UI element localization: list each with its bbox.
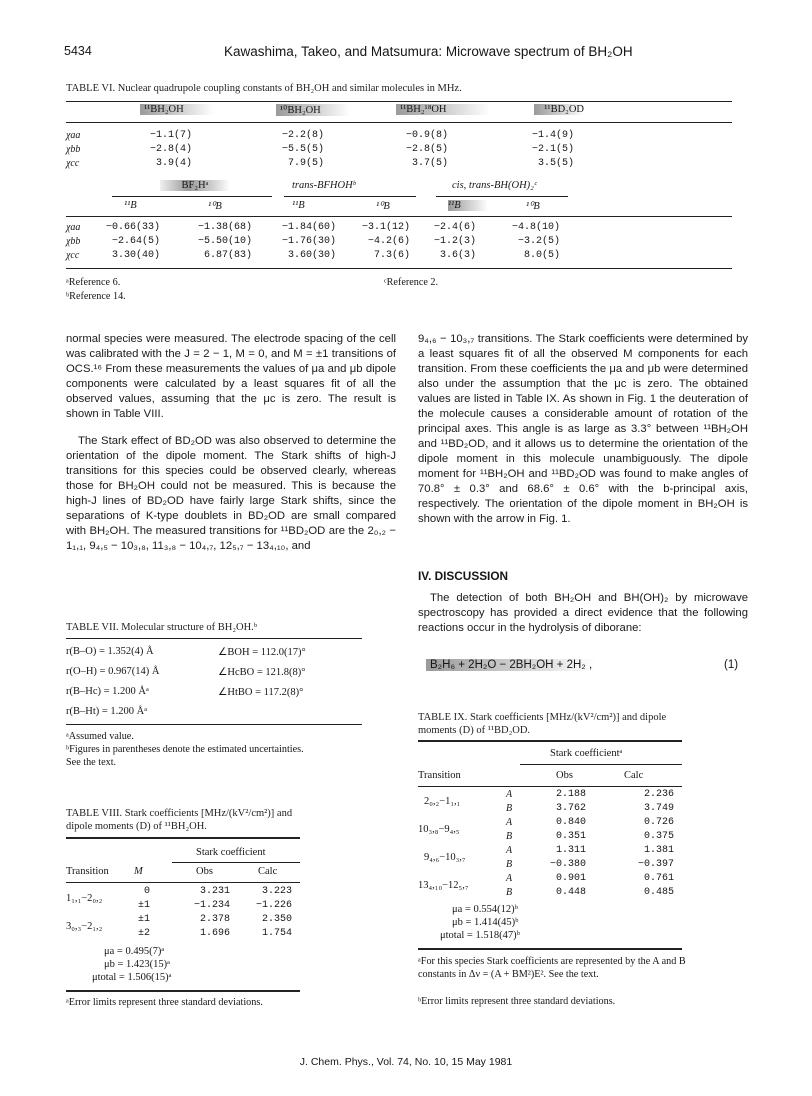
- table7-right-2: ∠HcBO = 121.8(8)°: [218, 667, 306, 678]
- table8-caption: TABLE VIII. Stark coefficients [MHz/(kV²/cm²)] and dipole moments (D) of ¹¹BH₂OH.: [66, 808, 293, 832]
- table9-header-rule: [418, 786, 682, 787]
- table9-footnote-b: ᵇError limits represent three standard deviations.: [418, 996, 616, 1007]
- table9-calc: 3.749: [643, 803, 674, 814]
- table9-ab: B: [506, 831, 513, 842]
- table7-left-3: r(B–Hc) = 1.200 Åᵃ: [66, 686, 149, 697]
- table8-m: ±1: [137, 900, 150, 911]
- table6-mid-rule: [66, 122, 732, 123]
- section-heading-discussion: IV. DISCUSSION: [418, 569, 509, 583]
- right-paragraph-1: 9₄,₆ − 10₃,₇ transitions. The Stark coefficients were determined by a least squares fit of all the observed M components for each transition. From these coefficients the μa and μb were determined also under the assumption that the μc is zero. The obtained values are listed in Table IX. As shown in Fig. 1 the deuteration of the molecule causes a considerable amount of rotation of the principal axes. This angle is as large as 3.3° between ¹¹BH₂OH and ¹¹BD₂OD, and it allows us to determine the orientation of the dipole moment in this molecule unambiguously. The dipole moment for ¹¹BH₂OH and ¹¹BD₂OD was found to make angles of 70.8° ± 0.3° and 68.6° ± 0.6° with the b-principal axis, respectively. The orientation of the dipole moment in BH₂OH is shown with the arrow in Fig. 1.: [418, 333, 748, 525]
- table6-cell: 6.87(83): [203, 250, 252, 261]
- table6-cell: 3.30(40): [111, 250, 160, 261]
- table9-calc: 1.381: [643, 845, 674, 856]
- table7-caption: TABLE VII. Molecular structure of BH₂OH.ᵇ: [66, 622, 258, 633]
- table9-calc: 0.761: [643, 873, 674, 884]
- table7-right-1: ∠BOH = 112.0(17)°: [218, 647, 306, 658]
- table9-obs: 0.448: [555, 887, 586, 898]
- table6-group-1: BF₂Hᵃ: [160, 180, 230, 191]
- table6-cell: −4.2(6): [367, 236, 410, 247]
- table7-left-2: r(O–H) = 0.967(14) Å: [66, 666, 160, 677]
- table7-left-1: r(B–O) = 1.352(4) Å: [66, 646, 154, 657]
- table9-ab: B: [506, 859, 513, 870]
- table6-label-bb: χbb: [66, 144, 81, 155]
- table8-mu-b: μb = 1.423(15)ᵃ: [104, 959, 171, 970]
- table6-cell: −1.38(68): [197, 222, 252, 233]
- table9-transition-1: 2₀,₂−1₁,₁: [424, 796, 461, 807]
- table6-cell: 3.6(3): [439, 250, 476, 261]
- table6-cell: −1.76(30): [281, 236, 336, 247]
- table8-m: ±2: [137, 928, 150, 939]
- table8-footnote: ᵃError limits represent three standard deviations.: [66, 997, 263, 1008]
- table6-cell: −4.8(10): [511, 222, 560, 233]
- table8-mu-total: μtotal = 1.506(15)ᵃ: [92, 972, 172, 983]
- table6-sub-3: ¹¹B: [292, 200, 305, 211]
- table7-bottom-rule: [66, 724, 362, 725]
- right-paragraph-2: The detection of both BH₂OH and BH(OH)₂ by microwave spectroscopy has provided a direct evidence that the following reactions occur in the hydrolysis of diborane:: [418, 592, 748, 634]
- table6-label-cc-2: χcc: [66, 250, 80, 261]
- table9-transition-2: 10₃,₈−9₄,₅: [418, 824, 460, 835]
- table6-label-aa: χaa: [66, 130, 81, 141]
- table9-transition-3: 9₄,₆−10₃,₇: [424, 852, 466, 863]
- table6-footnote-a: ᵃReference 6.: [66, 277, 121, 288]
- table8-bottom-rule: [66, 990, 300, 992]
- table8-obs: 3.231: [199, 886, 230, 897]
- table8-transition-2: 3₀,₃−2₁,₂: [66, 921, 103, 932]
- table9-ab: A: [506, 789, 513, 800]
- table6-group-rule-2: [284, 196, 416, 197]
- table6-cell: −3.2(5): [517, 236, 560, 247]
- table6-cell: −2.8(4): [149, 144, 192, 155]
- table9-ab: B: [506, 887, 513, 898]
- table6-cell: −2.64(5): [111, 236, 160, 247]
- running-title: Kawashima, Takeo, and Matsumura: Microwave spectrum of BH₂OH: [224, 44, 633, 59]
- table6-cell: −2.2(8): [281, 130, 324, 141]
- table8-calc: 2.350: [261, 914, 292, 925]
- table9-col-obs: Obs: [556, 770, 573, 781]
- table8-calc: 3.223: [261, 886, 292, 897]
- table6-cell: −0.66(33): [105, 222, 160, 233]
- table9-mu-b: μb = 1.414(45)ᵇ: [452, 917, 519, 928]
- table9-calc: 0.375: [643, 831, 674, 842]
- table6-cell: −0.9(8): [405, 130, 448, 141]
- table6-sub-2: ¹⁰B: [208, 201, 222, 212]
- table9-bottom-rule: [418, 948, 682, 950]
- table6-cell: −5.50(10): [197, 236, 252, 247]
- table7-right-3: ∠HtBO = 117.2(8)°: [218, 687, 304, 698]
- table9-obs: 0.901: [555, 873, 586, 884]
- table8-col-obs: Obs: [196, 866, 213, 877]
- table6-cell: −1.2(3): [433, 236, 476, 247]
- table9-group-rule: [520, 764, 682, 765]
- table6-header-2: ¹⁰BH₂OH: [276, 104, 350, 116]
- table9-obs: 3.762: [555, 803, 586, 814]
- table6-sub-6: ¹⁰B: [526, 201, 540, 212]
- table6-group-rule-3: [436, 196, 568, 197]
- equation-number: (1): [724, 659, 739, 671]
- journal-footer: J. Chem. Phys., Vol. 74, No. 10, 15 May 1981: [299, 1056, 513, 1068]
- table6-cell: 8.0(5): [523, 250, 560, 261]
- table9-obs: 1.311: [555, 845, 586, 856]
- table6-cell: 3.60(30): [287, 250, 336, 261]
- page-number: 5434: [64, 44, 92, 58]
- table6-cell: 3.7(5): [411, 158, 448, 169]
- table9-footnote-a: ᵃFor this species Stark coefficients are represented by the A and B constants in Δν = (A + BM²)E². See the text.: [418, 956, 686, 980]
- table8-calc: −1.226: [255, 900, 292, 911]
- table6-label-cc: χcc: [66, 158, 80, 169]
- table6-top-rule: [66, 101, 732, 102]
- table6-label-aa-2: χaa: [66, 222, 81, 233]
- table8-mu-a: μa = 0.495(7)ᵃ: [104, 946, 165, 957]
- table6-group-3: cis, trans-BH(OH)₂ᶜ: [452, 180, 537, 191]
- table6-header-1: ¹¹BH₂OH: [140, 104, 214, 115]
- table6-cell: 3.9(4): [155, 158, 192, 169]
- left-paragraph-1: normal species were measured. The electrode spacing of the cell was calibrated with the J = 2 − 1, M = 0, and M = ±1 transitions of OCS.¹⁶ From these measurements the values of μa and μb dipole components were calculated by a least squares fit of all the observed values, assuming that the μc is zero. The result is shown in Table VIII.: [66, 333, 396, 420]
- table8-col-m: M: [134, 866, 143, 877]
- table9-calc: 0.726: [643, 817, 674, 828]
- table8-col-calc: Calc: [258, 866, 278, 877]
- table6-group-rule-1: [112, 196, 272, 197]
- table8-obs: 1.696: [199, 928, 230, 939]
- table6-cell: −1.84(60): [281, 222, 336, 233]
- table7-footnote-b: ᵇFigures in parentheses denote the estimated uncertainties. See the text.: [66, 744, 304, 768]
- table6-cell: −2.4(6): [433, 222, 476, 233]
- table7-footnote-a: ᵃAssumed value.: [66, 731, 134, 742]
- table6-cell: −2.1(5): [531, 144, 574, 155]
- table9-ab: A: [506, 845, 513, 856]
- table9-group-header: Stark coefficientᵃ: [550, 748, 623, 759]
- table9-calc: −0.397: [637, 859, 674, 870]
- table6-cell: −5.5(5): [281, 144, 324, 155]
- table6-cell: −1.1(7): [149, 130, 192, 141]
- table9-top-rule: [418, 740, 682, 742]
- table6-footnote-c: ᶜReference 2.: [384, 277, 439, 288]
- table9-mu-total: μtotal = 1.518(47)ᵇ: [440, 930, 520, 941]
- table9-obs: 0.840: [555, 817, 586, 828]
- table9-obs: −0.380: [549, 859, 586, 870]
- table7-top-rule: [66, 638, 362, 639]
- table6-group-2: trans-BFHOHᵇ: [292, 180, 356, 191]
- table9-col-transition: Transition: [418, 770, 461, 781]
- left-paragraph-2: The Stark effect of BD₂OD was also observed to determine the orientation of the dipole moment. The Stark shifts of high-J transitions for this species could be observed clearly, whereas those for BH₂OH could not be measured. This is because the high-J lines of BD₂OD have fairly large Stark shifts, since the separations of K-type doublets in BD₂OD are small compared with BH₂OH. The measured transitions for ¹¹BD₂OD are the 2₀,₂ − 1₁,₁, 9₄,₅ − 10₃,₈, 11₃,₈ − 10₄,₇, 12₅,₇ − 13₄,₁₀, and: [66, 435, 396, 552]
- table9-calc: 0.485: [643, 887, 674, 898]
- table6-header-3: ¹¹BH₂¹⁸OH: [396, 104, 490, 115]
- table7-left-4: r(B–Ht) = 1.200 Åᵃ: [66, 706, 148, 717]
- table9-obs: 0.351: [555, 831, 586, 842]
- table8-top-rule: [66, 837, 300, 839]
- table9-mu-a: μa = 0.554(12)ᵇ: [452, 904, 518, 915]
- table8-col-transition: Transition: [66, 866, 109, 877]
- table8-m: 0: [143, 886, 150, 897]
- table9-caption: TABLE IX. Stark coefficients [MHz/(kV²/cm²)] and dipole moments (D) of ¹¹BD₂OD.: [418, 712, 667, 736]
- table9-ab: A: [506, 817, 513, 828]
- table8-obs: −1.234: [193, 900, 230, 911]
- table6-cell: 7.3(6): [373, 250, 410, 261]
- table8-group-rule: [172, 862, 300, 863]
- table6-header-4: ¹¹BD₂OD: [534, 104, 584, 115]
- table9-col-calc: Calc: [624, 770, 644, 781]
- table6-label-bb-2: χbb: [66, 236, 81, 247]
- table6-bottom-rule: [66, 268, 732, 269]
- table9-transition-4: 13₄,₁₀−12₅,₇: [418, 880, 469, 891]
- table6-cell: 7.9(5): [287, 158, 324, 169]
- table6-sub-4: ¹⁰B: [376, 201, 390, 212]
- table6-sub-rule: [66, 216, 732, 217]
- equation: B₂H₆ + 2H₂O − 2BH₂OH + 2H₂ ,: [426, 659, 596, 671]
- table6-cell: 3.5(5): [537, 158, 574, 169]
- table8-obs: 2.378: [199, 914, 230, 925]
- table9-ab: B: [506, 803, 513, 814]
- table6-sub-5: ¹¹B: [448, 200, 488, 211]
- table8-header-rule: [66, 882, 300, 883]
- table6-cell: −3.1(12): [361, 222, 410, 233]
- table8-group-header: Stark coefficient: [196, 847, 266, 858]
- table6-sub-1: ¹¹B: [124, 200, 137, 211]
- table6-footnote-b: ᵇReference 14.: [66, 291, 126, 302]
- table6-cell: −2.8(5): [405, 144, 448, 155]
- table8-calc: 1.754: [261, 928, 292, 939]
- table6-cell: −1.4(9): [531, 130, 574, 141]
- table8-m: ±1: [137, 914, 150, 925]
- table8-transition-1: 1₁,₁−2₀,₂: [66, 893, 103, 904]
- table9-ab: A: [506, 873, 513, 884]
- table9-obs: 2.188: [555, 789, 586, 800]
- table9-calc: 2.236: [643, 789, 674, 800]
- table6-caption: TABLE VI. Nuclear quadrupole coupling constants of BH₂OH and similar molecules in MHz.: [66, 83, 462, 94]
